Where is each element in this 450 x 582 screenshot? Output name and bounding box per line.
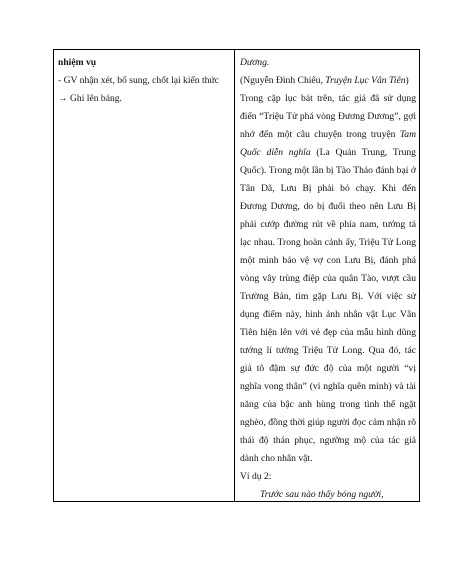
citation [240,72,416,90]
analysis-part-2: (La Quán Trung, Trung Quốc). Trong một lần bị Tào Tháo đánh bại ở Tân Dã, Lưu Bị phải bỏ chạy. Khi đến Đương Dương, do bị đuổi theo nên Lưu Bị phải cướp đường rút về phía nam, tướng tá lạc nhau. Trong hoàn cảnh ấy, Triệu Tử Long một mình bảo vệ vợ con Lưu Bị, đánh phá vòng vây trùng điệp của quân Tào, vượt cầu Trường Bản, tìm gặp Lưu Bị. Với việc sử dụng điểm này, hình ảnh nhân vật Lục Vân Tiên hiện lên với vẻ đẹp của mẫu hình dũng tướng lí tưởng Triệu Tử Long. Qua đó, tác giả tô đậm sự đức độ của một người “vị nghĩa vong thân” (vì nghĩa quên mình) và tài năng của bậc anh hùng trong tình thế ngặt nghèo, đồng thời giúp người đọc cảm nhận rõ thái độ thán phục, ngưỡng mộ của tác giả dành cho nhân vật. [240,147,416,464]
citation-work: Truyện Lục Vân Tiên [325,75,406,86]
analysis-part-1: Trong cặp lục bát trên, tác giả đã sử dụng điển “Triệu Tử phá vòng Đương Dương”, gợi nhớ đến một câu chuyện trong truyện [240,93,416,140]
example-verse: Trước sau nào thấy bóng người, [260,489,384,500]
column-divider [234,50,235,501]
citation-author: (Nguyễn Đình Chiểu, [240,75,326,86]
citation-close: ) [405,75,409,86]
example-label: Ví dụ 2: [240,471,272,482]
right-column [240,54,416,504]
lesson-table [53,49,420,502]
teacher-comment: - GV nhận xét, bổ sung, chốt lại kiến thức [58,75,219,86]
verse-end: Dương. [240,57,270,68]
left-column [58,54,230,108]
analysis-book-title: Tam Quốc diễn nghĩa [240,129,416,158]
task-heading: nhiệm vụ [58,57,97,68]
board-note: → Ghi lên bảng. [58,93,122,104]
analysis-paragraph [240,90,416,468]
